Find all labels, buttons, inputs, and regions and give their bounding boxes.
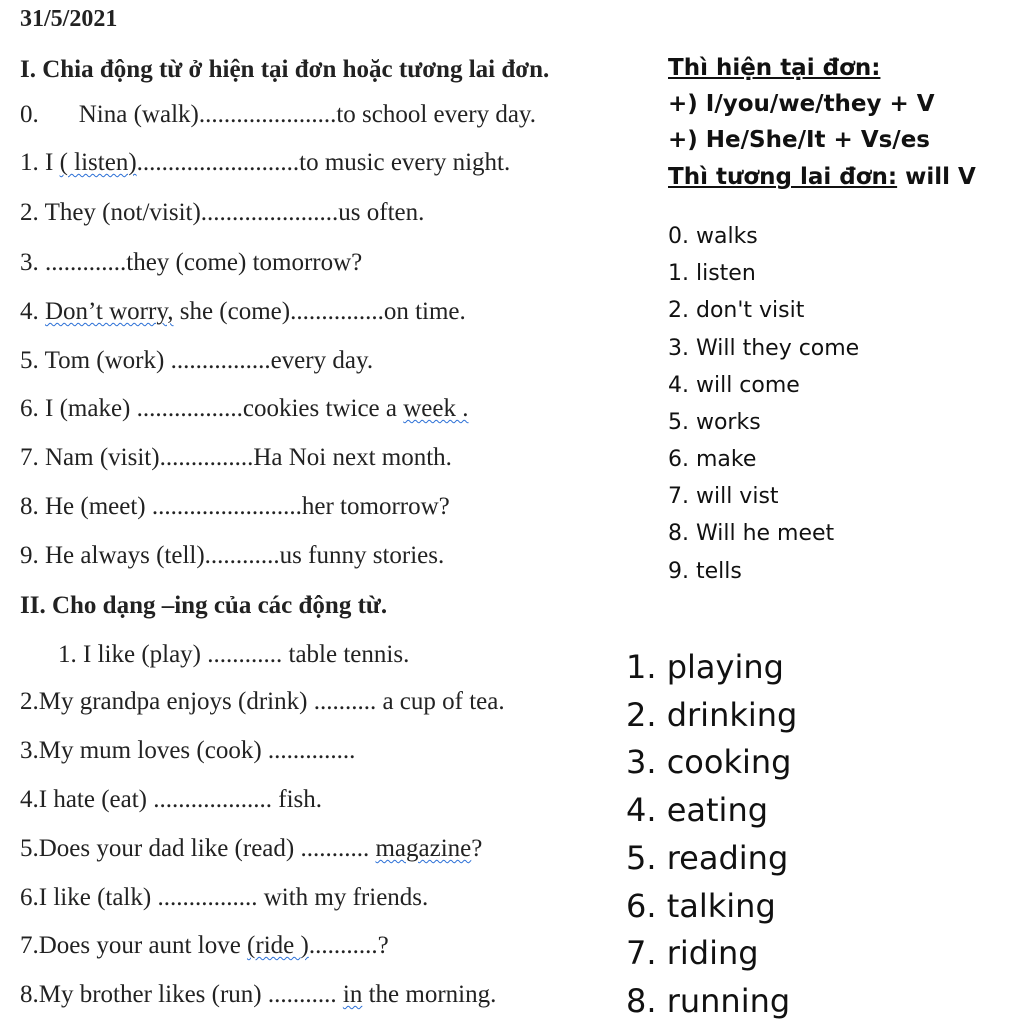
item-rest: to music every night. xyxy=(299,149,511,176)
date: 31/5/2021 xyxy=(20,6,118,32)
item-prompt: Nam (visit) xyxy=(45,444,160,471)
item-number: 8. xyxy=(20,981,39,1008)
item-number: 5. xyxy=(20,347,39,374)
item-prompt: she (come) xyxy=(173,298,291,325)
answer-1: 8. Will he meet xyxy=(668,521,835,546)
item-rest: to school every day. xyxy=(336,101,537,128)
item-number: 6. xyxy=(20,884,39,911)
answer-1: 9. tells xyxy=(668,559,742,584)
item-rest: with my friends. xyxy=(257,884,429,911)
item-prompt: Nina (walk) xyxy=(78,101,199,128)
item-blank: ............ xyxy=(207,641,283,668)
item-prompt: Does your aunt love xyxy=(38,932,248,959)
item-blank: .......... xyxy=(313,688,377,715)
item-number: 1. xyxy=(20,149,39,176)
item-prompt: I xyxy=(45,149,60,176)
item-prompt: They (not/visit) xyxy=(44,199,201,226)
item-blank: ........... xyxy=(300,835,370,862)
exercise-1-item xyxy=(20,542,444,570)
item-number: 8. xyxy=(20,493,39,520)
item-rest: ? xyxy=(377,932,389,959)
item-number: 7. xyxy=(20,444,39,471)
exercise-2-item xyxy=(20,835,482,863)
present-simple-rule-1: +) I/you/we/they + V xyxy=(668,91,935,117)
item-blank: ................... xyxy=(153,786,273,813)
exercise-1-item xyxy=(20,347,373,375)
item-prompt: He (meet) xyxy=(45,493,152,520)
item-number: 9. xyxy=(20,542,39,569)
exercise-1-item xyxy=(20,444,452,472)
item-tail: ? xyxy=(471,835,483,862)
item-blank: .......................... xyxy=(136,149,300,176)
item-blank: ............. xyxy=(45,249,127,276)
answer-2: 7. riding xyxy=(626,934,759,972)
exercise-1-item xyxy=(20,395,468,423)
item-word: week . xyxy=(403,395,469,422)
item-prompt: I like (talk) xyxy=(38,884,158,911)
item-rest: her tomorrow? xyxy=(301,493,450,520)
item-prompt: He always (tell) xyxy=(45,542,205,569)
answer-1: 6. make xyxy=(668,447,757,472)
item-rest: fish. xyxy=(272,786,323,813)
item-blank: ............... xyxy=(290,298,384,325)
item-tail: the morning. xyxy=(362,981,497,1008)
exercise-2-item xyxy=(20,884,428,912)
item-number: 3. xyxy=(20,737,39,764)
item-prompt: I hate (eat) xyxy=(38,786,154,813)
exercise-1-item xyxy=(20,493,450,521)
item-prompt: My grandpa enjoys (drink) xyxy=(38,688,314,715)
answer-1: 5. works xyxy=(668,410,761,435)
answer-1: 1. listen xyxy=(668,261,756,286)
exercise-2-item xyxy=(20,932,389,960)
item-prompt: I (make) xyxy=(45,395,137,422)
item-blank: ................ xyxy=(170,347,271,374)
item-rest: every day. xyxy=(270,347,374,374)
answer-2: 4. eating xyxy=(626,791,769,829)
item-number: 0. xyxy=(20,101,39,128)
exercise-2-item xyxy=(20,786,322,814)
answer-1: 3. Will they come xyxy=(668,336,860,361)
item-prompt: I like (play) xyxy=(83,641,208,668)
answer-2: 5. reading xyxy=(626,839,789,877)
answer-2: 2. drinking xyxy=(626,696,798,734)
item-rest: a cup of tea. xyxy=(376,688,505,715)
exercise-2-item xyxy=(20,688,505,716)
answer-1: 0. walks xyxy=(668,224,758,249)
item-word: magazine xyxy=(375,835,472,862)
item-blank: ................. xyxy=(136,395,243,422)
item-prompt: Tom (work) xyxy=(44,347,171,374)
item-blank: ............... xyxy=(159,444,254,471)
item-number: 4. xyxy=(20,786,39,813)
item-blank: ........................ xyxy=(151,493,302,520)
item-number: 3. xyxy=(20,249,39,276)
section-2-title: II. Cho dạng –ing của các động từ. xyxy=(20,592,388,619)
item-number: 2. xyxy=(20,199,39,226)
exercise-1-item xyxy=(20,101,536,129)
item-number: 2. xyxy=(20,688,39,715)
item-rest: on time. xyxy=(383,298,466,325)
item-prompt: Does your dad like (read) xyxy=(38,835,301,862)
future-simple-note xyxy=(668,164,976,190)
answer-2: 6. talking xyxy=(626,887,776,925)
section-1-title: I. Chia động từ ở hiện tại đơn hoặc tương lai đơn. xyxy=(20,56,550,83)
future-simple-rule: will V xyxy=(897,164,976,190)
answer-2: 3. cooking xyxy=(626,743,792,781)
exercise-1-item xyxy=(20,298,466,326)
exercise-1-item xyxy=(20,199,424,227)
item-prompt: My brother likes (run) xyxy=(38,981,268,1008)
exercise-2-item xyxy=(58,641,409,669)
answer-1: 7. will vist xyxy=(668,484,779,509)
item-blank: ............ xyxy=(204,542,280,569)
item-blank: ...................... xyxy=(198,101,337,128)
answer-2: 8. running xyxy=(626,982,791,1020)
item-rest: us often. xyxy=(338,199,425,226)
answer-1: 2. don't visit xyxy=(668,298,805,323)
item-blank: ...................... xyxy=(200,199,339,226)
item-number: 1. xyxy=(58,641,77,668)
item-number: 4. xyxy=(20,298,39,325)
item-blank: ........... xyxy=(308,932,378,959)
item-word: in xyxy=(342,981,363,1008)
item-verb: (ride ) xyxy=(247,932,309,959)
item-rest: cookies twice a xyxy=(242,395,404,422)
item-rest: they (come) tomorrow? xyxy=(126,249,363,276)
exercise-2-item xyxy=(20,737,355,765)
item-rest: table tennis. xyxy=(282,641,410,668)
item-number: 6. xyxy=(20,395,39,422)
item-verb: ( listen) xyxy=(59,149,137,176)
present-simple-title: Thì hiện tại đơn: xyxy=(668,55,881,81)
item-prompt: My mum loves (cook) xyxy=(38,737,268,764)
answer-1: 4. will come xyxy=(668,373,800,398)
item-number: 5. xyxy=(20,835,39,862)
item-phrase: Don’t worry, xyxy=(45,298,174,325)
answer-2: 1. playing xyxy=(626,648,784,686)
exercise-2-item xyxy=(20,981,496,1009)
item-rest: Ha Noi next month. xyxy=(253,444,452,471)
item-blank: ................ xyxy=(157,884,258,911)
item-rest: us funny stories. xyxy=(279,542,445,569)
item-number: 7. xyxy=(20,932,39,959)
present-simple-rule-2: +) He/She/It + Vs/es xyxy=(668,127,930,153)
exercise-1-item xyxy=(20,149,510,177)
item-blank: .............. xyxy=(267,737,356,764)
future-simple-title: Thì tương lai đơn: xyxy=(668,164,898,190)
item-blank: ........... xyxy=(267,981,337,1008)
exercise-1-item xyxy=(20,249,362,277)
